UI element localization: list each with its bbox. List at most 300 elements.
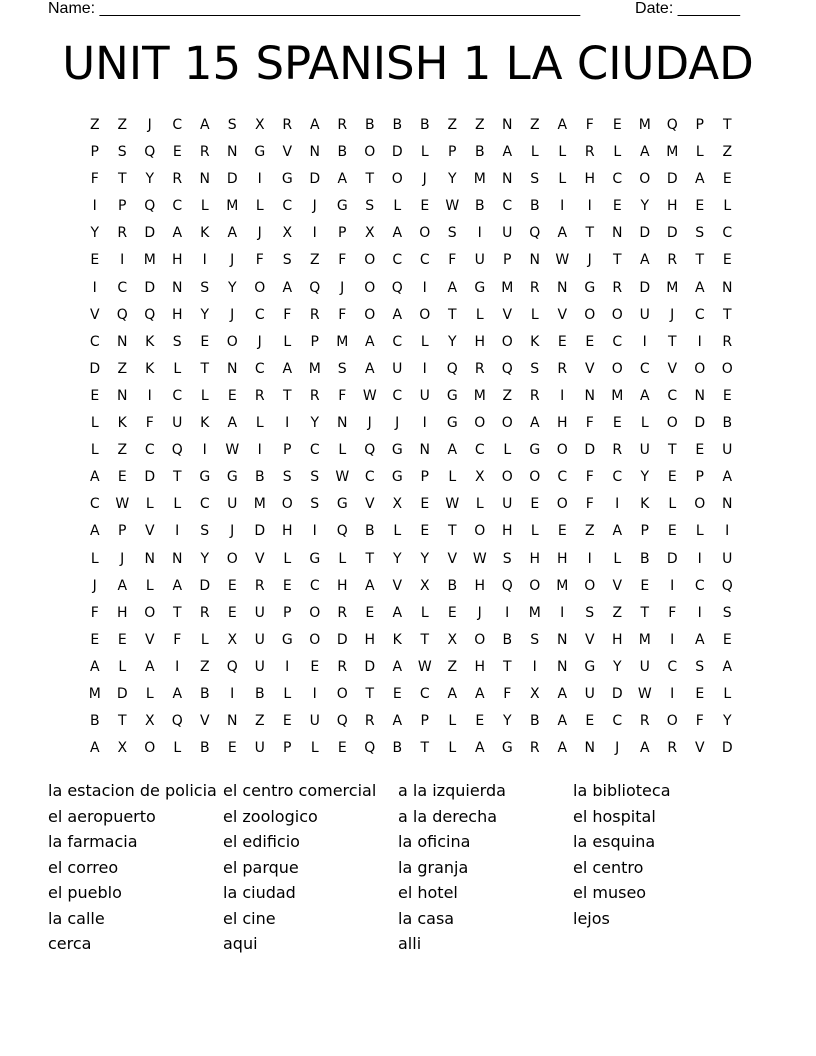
grid-letter[interactable]: A [502, 144, 513, 161]
grid-letter[interactable]: S [282, 252, 292, 269]
grid-letter[interactable]: A [89, 523, 100, 540]
grid-letter[interactable]: T [502, 658, 512, 675]
grid-letter[interactable]: Z [254, 713, 265, 730]
grid-letter[interactable]: D [144, 279, 156, 296]
grid-letter[interactable]: D [336, 631, 348, 648]
grid-letter[interactable]: Y [640, 198, 650, 215]
grid-letter[interactable]: O [226, 333, 238, 350]
grid-letter[interactable]: N [227, 144, 238, 161]
grid-letter[interactable]: A [722, 469, 733, 486]
grid-letter[interactable]: R [337, 658, 348, 675]
grid-letter[interactable]: C [392, 333, 403, 350]
grid-letter[interactable]: R [557, 360, 568, 377]
grid-letter[interactable]: O [474, 523, 486, 540]
grid-letter[interactable]: P [310, 333, 319, 350]
grid-letter[interactable]: L [90, 415, 99, 432]
grid-letter[interactable]: U [639, 306, 650, 323]
grid-letter[interactable]: U [584, 685, 595, 702]
grid-letter[interactable]: V [612, 577, 623, 594]
grid-letter[interactable]: U [722, 442, 733, 459]
grid-letter[interactable]: C [364, 469, 375, 486]
grid-letter[interactable]: B [722, 415, 733, 432]
grid-letter[interactable]: I [230, 685, 235, 702]
grid-letter[interactable]: I [285, 415, 290, 432]
grid-letter[interactable]: L [283, 550, 292, 567]
grid-letter[interactable]: A [557, 740, 568, 757]
grid-letter[interactable]: V [584, 360, 595, 377]
grid-letter[interactable]: U [227, 496, 238, 513]
grid-letter[interactable]: N [557, 631, 568, 648]
grid-letter[interactable]: T [447, 306, 457, 323]
grid-letter[interactable]: Y [502, 713, 512, 730]
grid-letter[interactable]: H [336, 577, 348, 594]
grid-letter[interactable]: O [694, 360, 706, 377]
grid-letter[interactable]: A [117, 577, 128, 594]
grid-letter[interactable]: L [90, 442, 99, 459]
grid-letter[interactable]: O [721, 360, 733, 377]
grid-letter[interactable]: L [448, 469, 457, 486]
grid-letter[interactable]: A [364, 577, 375, 594]
grid-letter[interactable]: J [230, 252, 235, 269]
grid-letter[interactable]: N [584, 387, 595, 404]
grid-letter[interactable]: U [502, 225, 513, 242]
grid-letter[interactable]: I [312, 685, 317, 702]
grid-letter[interactable]: S [447, 225, 457, 242]
grid-letter[interactable]: D [226, 171, 238, 188]
grid-letter[interactable]: M [88, 685, 101, 702]
grid-letter[interactable]: T [420, 740, 430, 757]
grid-letter[interactable]: I [422, 360, 427, 377]
grid-letter[interactable]: P [90, 144, 99, 161]
grid-letter[interactable]: F [668, 604, 677, 621]
grid-letter[interactable]: I [312, 225, 317, 242]
grid-letter[interactable]: M [336, 333, 349, 350]
grid-letter[interactable]: U [502, 496, 513, 513]
grid-letter[interactable]: I [202, 252, 207, 269]
grid-letter[interactable]: R [309, 387, 320, 404]
grid-letter[interactable]: J [312, 198, 317, 215]
grid-letter[interactable]: J [367, 415, 372, 432]
grid-letter[interactable]: I [312, 523, 317, 540]
grid-letter[interactable]: E [722, 631, 732, 648]
grid-letter[interactable]: G [474, 279, 486, 296]
grid-letter[interactable]: O [611, 360, 623, 377]
grid-letter[interactable]: H [556, 415, 568, 432]
grid-letter[interactable]: I [697, 604, 702, 621]
grid-letter[interactable]: P [283, 604, 292, 621]
grid-letter[interactable]: E [667, 523, 677, 540]
grid-letter[interactable]: O [666, 713, 678, 730]
grid-letter[interactable]: I [560, 387, 565, 404]
grid-letter[interactable]: A [89, 658, 100, 675]
grid-letter[interactable]: K [200, 225, 210, 242]
grid-letter[interactable]: E [227, 740, 237, 757]
grid-letter[interactable]: J [422, 171, 427, 188]
grid-letter[interactable]: D [309, 171, 321, 188]
grid-letter[interactable]: O [419, 225, 431, 242]
grid-letter[interactable]: C [144, 442, 155, 459]
grid-letter[interactable]: L [558, 171, 567, 188]
grid-letter[interactable]: V [502, 306, 513, 323]
grid-letter[interactable]: L [640, 415, 649, 432]
grid-letter[interactable]: B [529, 198, 540, 215]
grid-letter[interactable]: E [530, 496, 540, 513]
grid-letter[interactable]: F [585, 469, 594, 486]
grid-letter[interactable]: R [639, 713, 650, 730]
grid-letter[interactable]: Q [336, 523, 348, 540]
grid-letter[interactable]: Z [502, 387, 513, 404]
grid-letter[interactable]: D [721, 740, 733, 757]
grid-letter[interactable]: O [474, 631, 486, 648]
grid-letter[interactable]: A [474, 740, 485, 757]
grid-letter[interactable]: J [230, 523, 235, 540]
grid-letter[interactable]: G [226, 469, 238, 486]
grid-letter[interactable]: E [722, 387, 732, 404]
grid-letter[interactable]: J [257, 333, 262, 350]
grid-letter[interactable]: W [445, 496, 460, 513]
grid-letter[interactable]: L [613, 144, 622, 161]
grid-letter[interactable]: N [172, 550, 183, 567]
grid-letter[interactable]: D [611, 685, 623, 702]
grid-letter[interactable]: G [281, 631, 293, 648]
grid-letter[interactable]: B [529, 713, 540, 730]
grid-letter[interactable]: E [447, 604, 457, 621]
grid-letter[interactable]: O [144, 740, 156, 757]
grid-letter[interactable]: X [364, 225, 375, 242]
grid-letter[interactable]: L [145, 685, 154, 702]
grid-letter[interactable]: C [667, 387, 678, 404]
grid-letter[interactable]: O [666, 415, 678, 432]
grid-letter[interactable]: A [392, 713, 403, 730]
grid-letter[interactable]: O [639, 171, 651, 188]
grid-letter[interactable]: R [254, 387, 265, 404]
grid-letter[interactable]: W [225, 442, 240, 459]
grid-letter[interactable]: E [337, 740, 347, 757]
grid-letter[interactable]: O [144, 604, 156, 621]
grid-letter[interactable]: C [639, 360, 650, 377]
grid-letter[interactable]: U [474, 252, 485, 269]
grid-letter[interactable]: N [117, 387, 128, 404]
grid-letter[interactable]: B [254, 469, 265, 486]
grid-letter[interactable]: G [391, 442, 403, 459]
grid-letter[interactable]: R [309, 306, 320, 323]
grid-letter[interactable]: C [309, 577, 320, 594]
grid-letter[interactable]: F [338, 252, 347, 269]
grid-letter[interactable]: A [227, 225, 238, 242]
grid-letter[interactable]: N [502, 171, 513, 188]
grid-letter[interactable]: J [120, 550, 125, 567]
grid-letter[interactable]: E [282, 713, 292, 730]
grid-letter[interactable]: Z [722, 144, 733, 161]
grid-letter[interactable]: E [557, 523, 567, 540]
grid-letter[interactable]: R [584, 144, 595, 161]
grid-letter[interactable]: A [282, 360, 293, 377]
grid-letter[interactable]: C [612, 469, 623, 486]
grid-letter[interactable]: T [612, 252, 622, 269]
grid-letter[interactable]: P [283, 442, 292, 459]
grid-letter[interactable]: J [477, 604, 482, 621]
grid-letter[interactable]: S [200, 279, 210, 296]
grid-letter[interactable]: R [667, 252, 678, 269]
grid-letter[interactable]: E [392, 685, 402, 702]
grid-letter[interactable]: I [147, 387, 152, 404]
grid-letter[interactable]: N [117, 333, 128, 350]
grid-letter[interactable]: K [117, 415, 127, 432]
grid-letter[interactable]: C [89, 496, 100, 513]
grid-letter[interactable]: R [722, 333, 733, 350]
grid-letter[interactable]: A [364, 360, 375, 377]
grid-letter[interactable]: H [556, 550, 568, 567]
grid-letter[interactable]: Z [89, 117, 100, 133]
grid-letter[interactable]: C [117, 279, 128, 296]
grid-letter[interactable]: O [474, 415, 486, 432]
grid-letter[interactable]: L [475, 496, 484, 513]
grid-letter[interactable]: T [420, 631, 430, 648]
grid-letter[interactable]: H [666, 198, 678, 215]
grid-letter[interactable]: C [199, 496, 210, 513]
grid-letter[interactable]: T [172, 604, 182, 621]
grid-letter[interactable]: E [90, 252, 100, 269]
grid-letter[interactable]: Q [666, 117, 678, 133]
grid-letter[interactable]: N [227, 713, 238, 730]
grid-letter[interactable]: C [694, 577, 705, 594]
grid-letter[interactable]: N [529, 252, 540, 269]
grid-letter[interactable]: H [474, 333, 486, 350]
grid-letter[interactable]: I [615, 496, 620, 513]
grid-letter[interactable]: J [92, 577, 97, 594]
grid-letter[interactable]: H [501, 523, 513, 540]
grid-letter[interactable]: E [420, 496, 430, 513]
grid-letter[interactable]: B [474, 198, 485, 215]
grid-letter[interactable]: H [611, 631, 623, 648]
grid-letter[interactable]: M [253, 496, 266, 513]
grid-letter[interactable]: G [584, 658, 596, 675]
grid-letter[interactable]: Z [584, 523, 595, 540]
grid-letter[interactable]: S [282, 469, 292, 486]
grid-letter[interactable]: L [475, 306, 484, 323]
grid-letter[interactable]: A [639, 740, 650, 757]
grid-letter[interactable]: C [612, 713, 623, 730]
grid-letter[interactable]: C [474, 442, 485, 459]
grid-letter[interactable]: T [695, 252, 705, 269]
grid-letter[interactable]: C [667, 658, 678, 675]
grid-letter[interactable]: B [502, 631, 513, 648]
grid-letter[interactable]: S [172, 333, 182, 350]
grid-letter[interactable]: A [172, 685, 183, 702]
grid-letter[interactable]: C [309, 442, 320, 459]
grid-letter[interactable]: A [557, 225, 568, 242]
grid-letter[interactable]: Q [116, 306, 128, 323]
name-field[interactable]: Name: ______________________________________________________ [48, 0, 581, 17]
grid-letter[interactable]: M [473, 387, 486, 404]
grid-letter[interactable]: T [365, 171, 375, 188]
grid-letter[interactable]: S [695, 658, 705, 675]
grid-letter[interactable]: Q [446, 360, 458, 377]
grid-letter[interactable]: G [446, 387, 458, 404]
grid-letter[interactable]: L [420, 333, 429, 350]
grid-letter[interactable]: A [392, 306, 403, 323]
grid-letter[interactable]: X [392, 496, 403, 513]
grid-letter[interactable]: G [391, 469, 403, 486]
grid-letter[interactable]: S [200, 523, 210, 540]
grid-letter[interactable]: B [364, 523, 375, 540]
grid-letter[interactable]: F [585, 117, 594, 133]
grid-letter[interactable]: K [530, 333, 540, 350]
grid-letter[interactable]: Z [447, 117, 458, 133]
grid-letter[interactable]: V [89, 306, 100, 323]
grid-letter[interactable]: N [694, 387, 705, 404]
grid-letter[interactable]: L [723, 198, 732, 215]
grid-letter[interactable]: O [501, 333, 513, 350]
grid-letter[interactable]: A [447, 442, 458, 459]
grid-letter[interactable]: I [670, 577, 675, 594]
grid-letter[interactable]: N [612, 225, 623, 242]
grid-letter[interactable]: I [725, 523, 730, 540]
grid-letter[interactable]: N [227, 360, 238, 377]
grid-letter[interactable]: R [117, 225, 128, 242]
grid-letter[interactable]: D [666, 550, 678, 567]
grid-letter[interactable]: E [365, 604, 375, 621]
grid-letter[interactable]: E [585, 333, 595, 350]
grid-letter[interactable]: R [364, 713, 375, 730]
grid-letter[interactable]: T [172, 469, 182, 486]
grid-letter[interactable]: Y [227, 279, 237, 296]
grid-letter[interactable]: O [501, 469, 513, 486]
grid-letter[interactable]: Q [171, 713, 183, 730]
grid-letter[interactable]: Q [501, 577, 513, 594]
grid-letter[interactable]: N [419, 442, 430, 459]
grid-letter[interactable]: Q [144, 198, 156, 215]
grid-letter[interactable]: E [310, 658, 320, 675]
grid-letter[interactable]: N [172, 279, 183, 296]
grid-letter[interactable]: D [666, 225, 678, 242]
grid-letter[interactable]: G [584, 279, 596, 296]
grid-letter[interactable]: K [145, 333, 155, 350]
grid-letter[interactable]: C [694, 306, 705, 323]
grid-letter[interactable]: E [172, 144, 182, 161]
grid-letter[interactable]: L [393, 198, 402, 215]
grid-letter[interactable]: R [199, 144, 210, 161]
grid-letter[interactable]: A [694, 279, 705, 296]
grid-letter[interactable]: T [722, 306, 732, 323]
grid-letter[interactable]: C [722, 225, 733, 242]
grid-letter[interactable]: O [556, 442, 568, 459]
grid-letter[interactable]: I [175, 523, 180, 540]
grid-letter[interactable]: N [309, 144, 320, 161]
grid-letter[interactable]: F [90, 171, 99, 188]
grid-letter[interactable]: O [336, 685, 348, 702]
grid-letter[interactable]: G [309, 550, 321, 567]
grid-letter[interactable]: B [337, 144, 348, 161]
grid-letter[interactable]: H [474, 577, 486, 594]
grid-letter[interactable]: N [557, 279, 568, 296]
grid-letter[interactable]: E [585, 713, 595, 730]
grid-letter[interactable]: J [230, 306, 235, 323]
grid-letter[interactable]: M [666, 279, 679, 296]
grid-letter[interactable]: D [584, 442, 596, 459]
grid-letter[interactable]: I [642, 333, 647, 350]
grid-letter[interactable]: F [283, 306, 292, 323]
grid-letter[interactable]: Q [336, 713, 348, 730]
grid-letter[interactable]: E [695, 198, 705, 215]
grid-letter[interactable]: O [529, 577, 541, 594]
grid-letter[interactable]: J [615, 740, 620, 757]
grid-letter[interactable]: P [695, 469, 704, 486]
grid-letter[interactable]: V [584, 631, 595, 648]
grid-letter[interactable]: H [171, 306, 183, 323]
grid-letter[interactable]: J [395, 415, 400, 432]
grid-letter[interactable]: L [145, 496, 154, 513]
grid-letter[interactable]: R [529, 387, 540, 404]
grid-letter[interactable]: Z [529, 117, 540, 133]
grid-letter[interactable]: H [474, 658, 486, 675]
grid-letter[interactable]: X [254, 117, 265, 133]
grid-letter[interactable]: A [282, 279, 293, 296]
date-field[interactable]: Date: _______ [635, 0, 740, 17]
grid-letter[interactable]: E [227, 604, 237, 621]
grid-letter[interactable]: L [255, 198, 264, 215]
grid-letter[interactable]: X [117, 740, 128, 757]
grid-letter[interactable]: E [612, 117, 622, 133]
grid-letter[interactable]: O [364, 306, 376, 323]
grid-letter[interactable]: V [144, 523, 155, 540]
grid-letter[interactable]: U [392, 360, 403, 377]
grid-letter[interactable]: C [254, 306, 265, 323]
grid-letter[interactable]: N [337, 415, 348, 432]
grid-letter[interactable]: E [420, 523, 430, 540]
grid-letter[interactable]: B [364, 117, 375, 133]
grid-letter[interactable]: C [172, 198, 183, 215]
grid-letter[interactable]: A [392, 604, 403, 621]
grid-letter[interactable]: G [199, 469, 211, 486]
grid-letter[interactable]: W [555, 252, 570, 269]
grid-letter[interactable]: A [89, 469, 100, 486]
grid-letter[interactable]: C [254, 360, 265, 377]
grid-letter[interactable]: S [530, 631, 540, 648]
grid-letter[interactable]: I [587, 550, 592, 567]
grid-letter[interactable]: R [612, 442, 623, 459]
grid-letter[interactable]: M [308, 360, 321, 377]
grid-letter[interactable]: L [173, 496, 182, 513]
grid-letter[interactable]: E [227, 577, 237, 594]
grid-letter[interactable]: O [556, 496, 568, 513]
grid-letter[interactable]: C [172, 387, 183, 404]
grid-letter[interactable]: B [474, 144, 485, 161]
grid-letter[interactable]: S [227, 117, 237, 133]
grid-letter[interactable]: C [282, 198, 293, 215]
grid-letter[interactable]: O [584, 577, 596, 594]
grid-letter[interactable]: I [505, 604, 510, 621]
grid-letter[interactable]: T [722, 117, 732, 133]
grid-letter[interactable]: O [419, 306, 431, 323]
grid-letter[interactable]: T [200, 360, 210, 377]
grid-letter[interactable]: L [448, 740, 457, 757]
grid-letter[interactable]: D [694, 415, 706, 432]
grid-letter[interactable]: L [200, 387, 209, 404]
grid-letter[interactable]: J [340, 279, 345, 296]
grid-letter[interactable]: B [392, 117, 403, 133]
grid-letter[interactable]: L [420, 144, 429, 161]
grid-letter[interactable]: A [337, 171, 348, 188]
grid-letter[interactable]: Q [226, 658, 238, 675]
grid-letter[interactable]: Y [447, 171, 457, 188]
grid-letter[interactable]: E [282, 577, 292, 594]
grid-letter[interactable]: J [147, 117, 152, 133]
grid-letter[interactable]: D [666, 171, 678, 188]
grid-letter[interactable]: P [448, 144, 457, 161]
grid-letter[interactable]: Z [117, 442, 128, 459]
grid-letter[interactable]: O [309, 631, 321, 648]
